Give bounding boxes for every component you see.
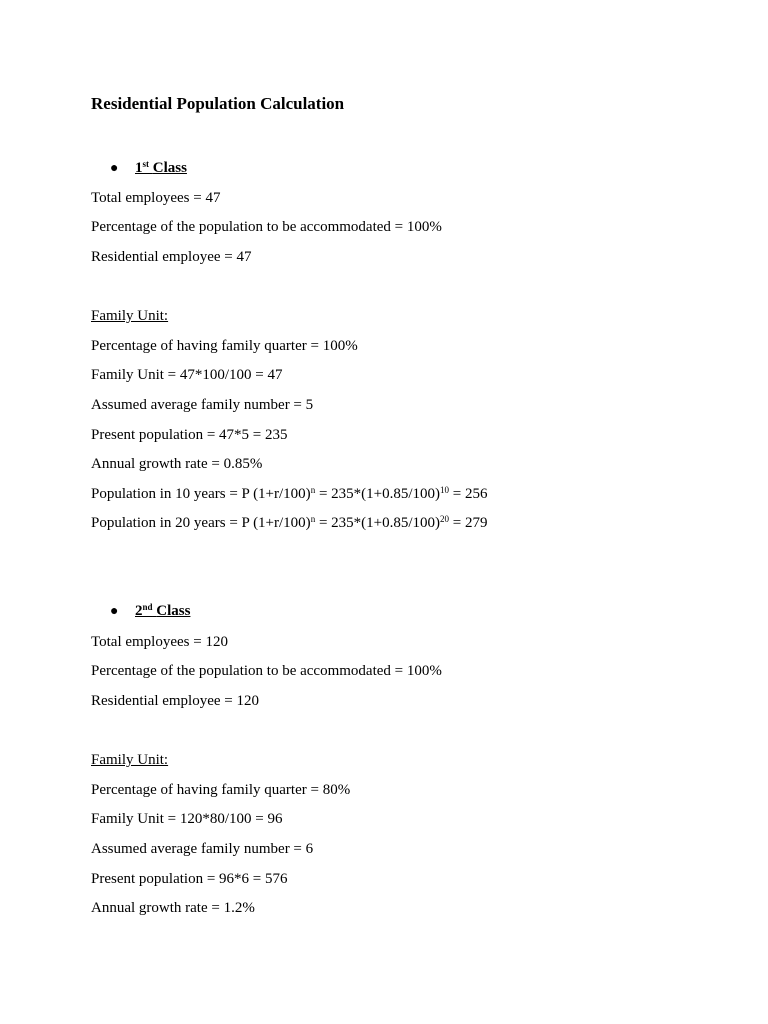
percentage-family-quarter-line: Percentage of having family quarter = 80% bbox=[91, 782, 351, 798]
total-employees-line: Total employees = 47 bbox=[91, 190, 221, 206]
bullet-icon: ● bbox=[110, 161, 119, 176]
percentage-accommodated-line: Percentage of the population to be accommodated = 100% bbox=[91, 219, 442, 235]
percentage-accommodated-line: Percentage of the population to be accommodated = 100% bbox=[91, 663, 442, 679]
family-unit-line: Family Unit = 120*80/100 = 96 bbox=[91, 811, 283, 827]
percentage-family-quarter-line: Percentage of having family quarter = 100% bbox=[91, 338, 358, 354]
residential-employee-line: Residential employee = 47 bbox=[91, 249, 252, 265]
population-20-years-line: Population in 20 years = P $(1+r/100)^n = 235*(1+0.85/100)^{20} = 279$ bbox=[91, 514, 488, 531]
total-employees-line: Total employees = 120 bbox=[91, 634, 228, 650]
family-unit-line: Family Unit = 47*100/100 = 47 bbox=[91, 367, 283, 383]
section-heading-text: 1st Class bbox=[135, 159, 187, 176]
residential-employee-line: Residential employee = 120 bbox=[91, 693, 260, 709]
avg-family-number-line: Assumed average family number = 5 bbox=[91, 397, 314, 413]
annual-growth-rate-line: Annual growth rate = 0.85% bbox=[91, 456, 263, 472]
section-heading-text: 2nd Class bbox=[135, 602, 191, 619]
section-heading-2nd-class bbox=[110, 601, 190, 621]
annual-growth-rate-line: Annual growth rate = 1.2% bbox=[91, 900, 255, 916]
bullet-icon: ● bbox=[110, 604, 119, 619]
present-population-line: Present population = 96*6 = 576 bbox=[91, 871, 288, 887]
section-heading-1st-class bbox=[110, 158, 187, 178]
page-title: Residential Population Calculation bbox=[91, 94, 345, 113]
present-population-line: Present population = 47*5 = 235 bbox=[91, 427, 288, 443]
family-unit-heading: Family Unit: bbox=[91, 308, 169, 324]
population-10-years-line: Population in 10 years = P $(1+r/100)^n = 235*(1+0.85/100)^{10} = 256$ bbox=[91, 485, 488, 502]
avg-family-number-line: Assumed average family number = 6 bbox=[91, 841, 314, 857]
family-unit-heading: Family Unit: bbox=[91, 752, 169, 768]
